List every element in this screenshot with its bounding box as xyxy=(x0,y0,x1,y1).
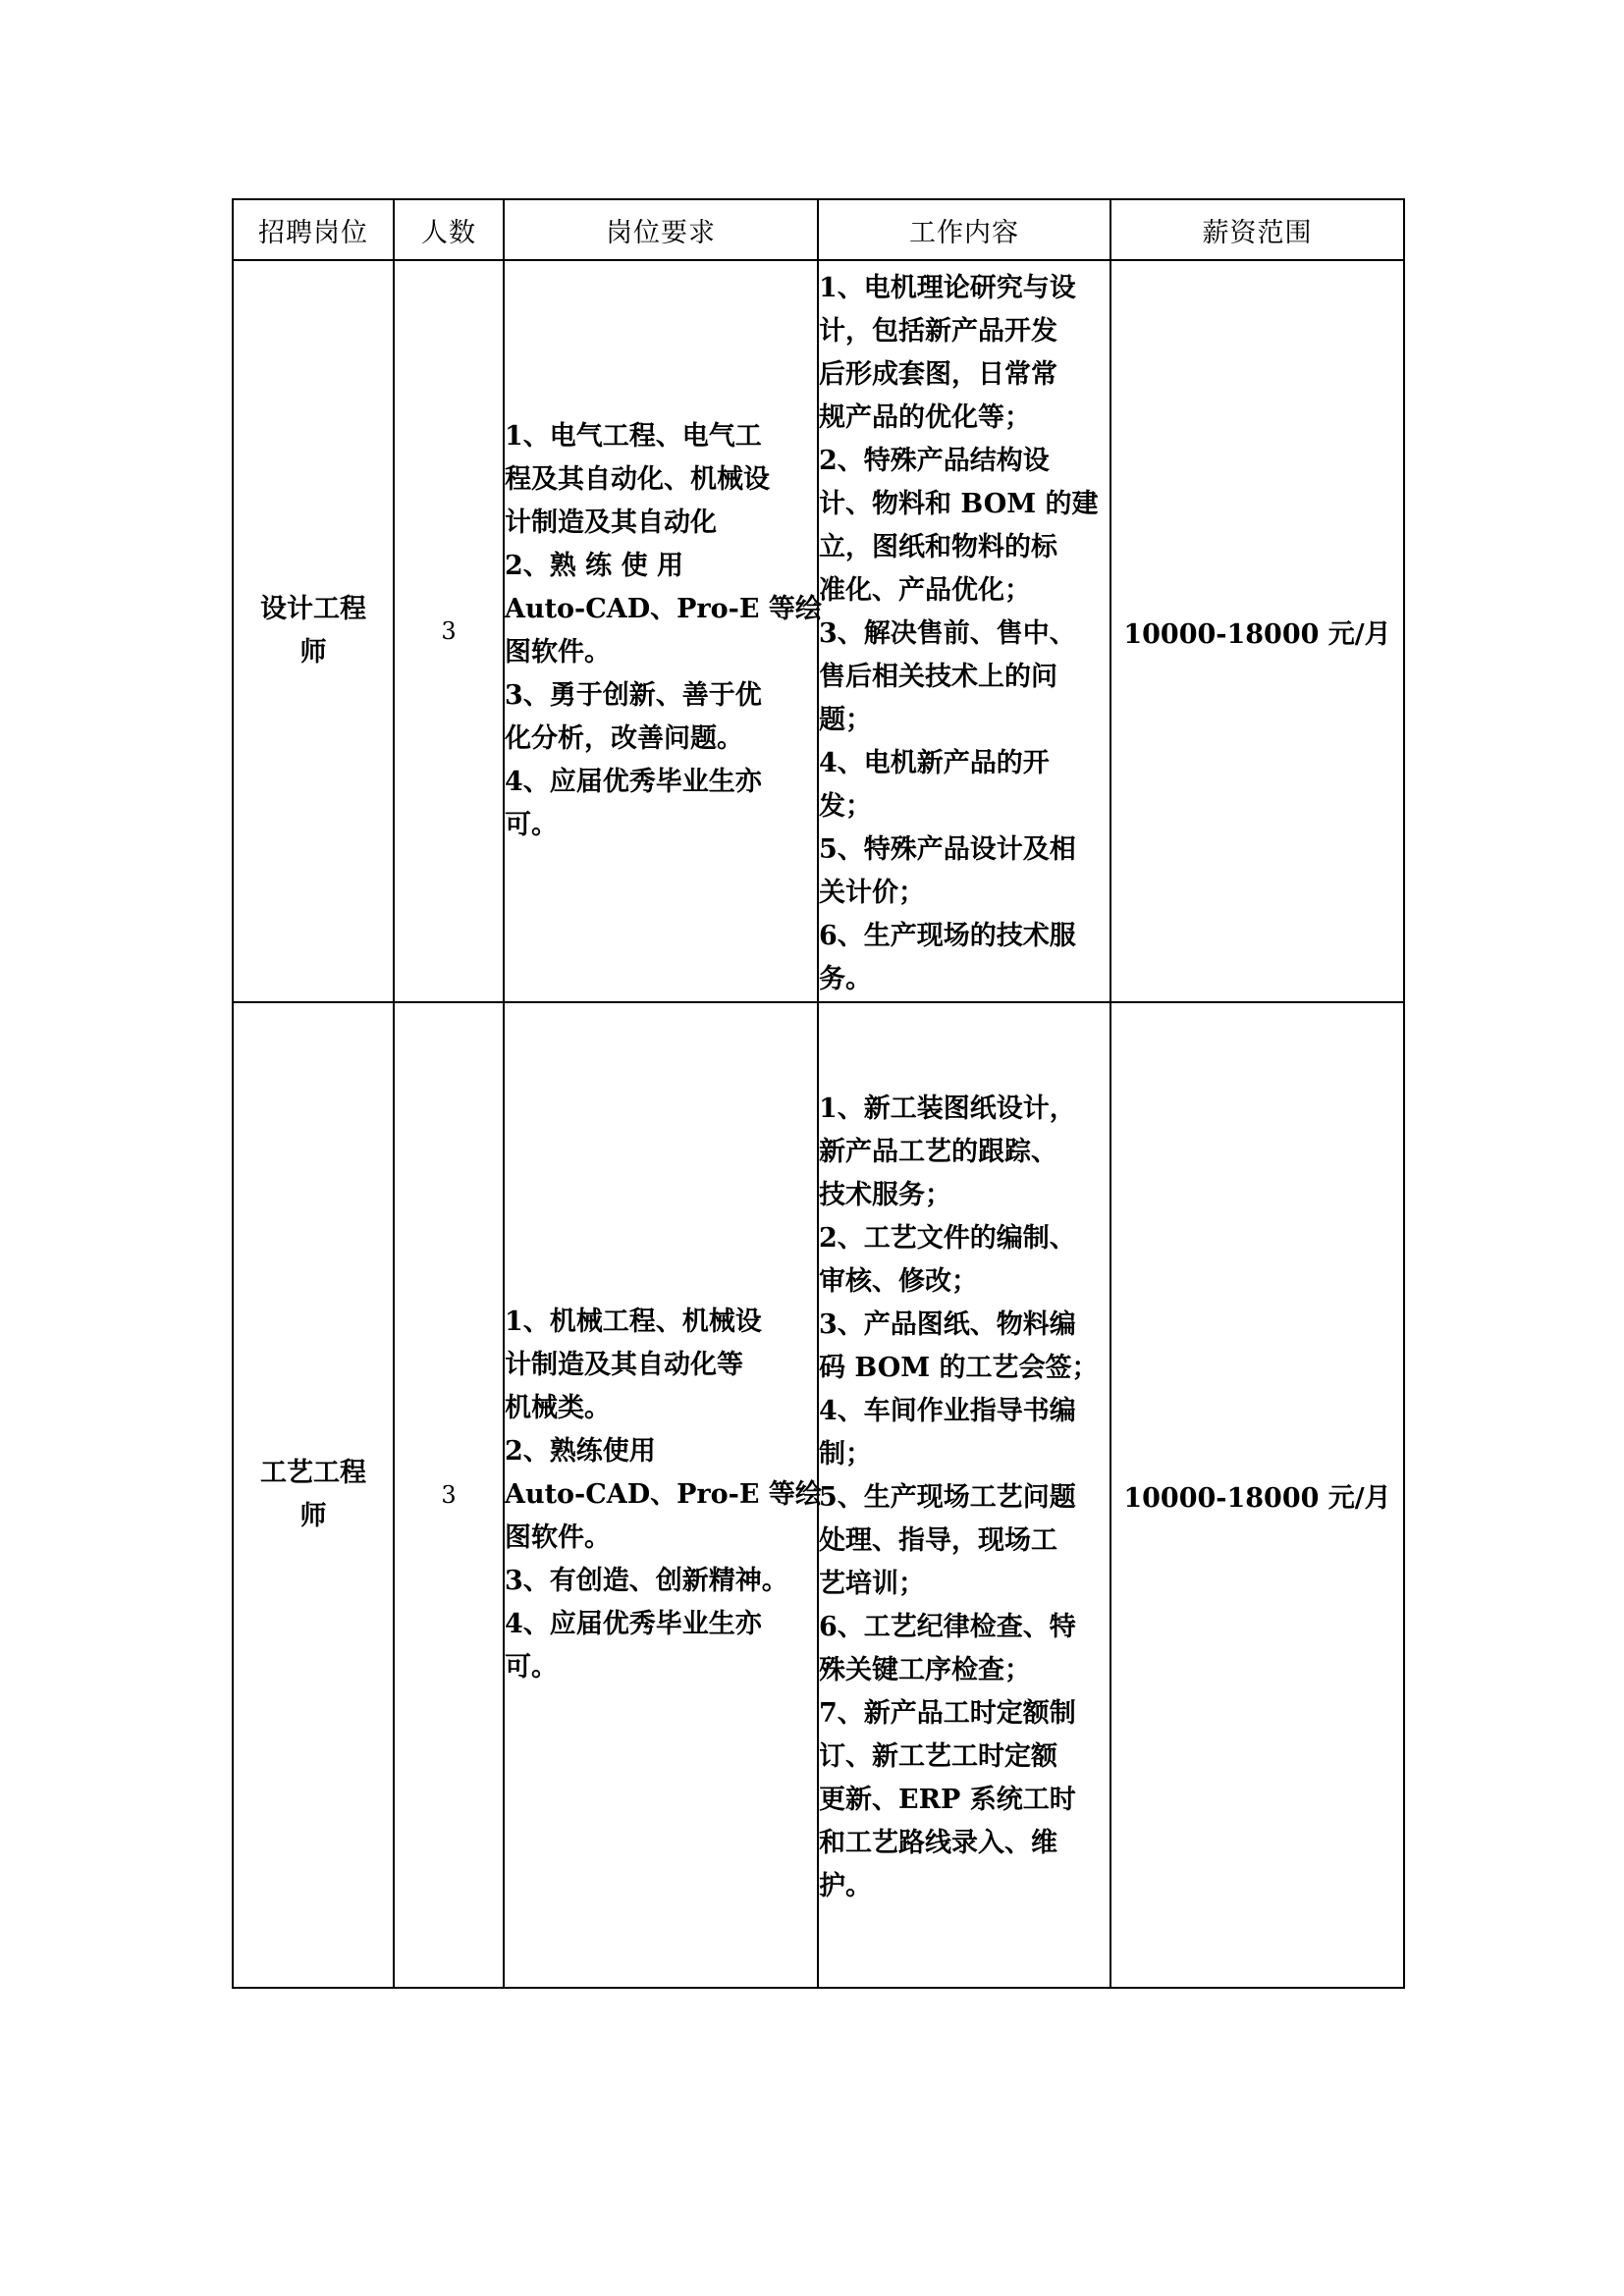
requirement-line: 3、勇于创新、善于优 xyxy=(505,680,762,711)
position-name-line: 工艺工程 xyxy=(260,1458,366,1488)
duty-line: 殊关键工序检查； xyxy=(819,1655,1031,1685)
duty-line: 6、工艺纪律检查、特 xyxy=(819,1612,1076,1642)
duty-line: 2、工艺文件的编制、 xyxy=(819,1223,1076,1254)
duty-line: 规产品的优化等； xyxy=(819,402,1031,433)
requirement-line: 4、应届优秀毕业生亦 xyxy=(505,767,762,797)
duty-line: 审核、修改； xyxy=(819,1266,978,1297)
duties-cell xyxy=(818,1002,1110,1988)
requirement-line: Auto-CAD、Pro-E 等绘 xyxy=(505,594,822,624)
duty-line: 处理、指导，现场工 xyxy=(819,1525,1057,1556)
duty-line: 技术服务； xyxy=(819,1180,951,1210)
duty-line: 务。 xyxy=(819,964,872,994)
duty-line: 3、产品图纸、物料编 xyxy=(819,1309,1076,1340)
requirement-line: 1、电气工程、电气工 xyxy=(505,421,762,452)
table-header-row xyxy=(233,199,1404,260)
duty-line: 4、电机新产品的开 xyxy=(819,748,1050,778)
duty-line: 1、电机理论研究与设 xyxy=(819,273,1076,303)
duty-line: 题； xyxy=(819,705,872,735)
position-cell xyxy=(233,260,394,1002)
requirement-line: 图软件。 xyxy=(505,637,611,667)
count-cell: 3 xyxy=(394,260,504,1002)
count-cell: 3 xyxy=(394,1002,504,1988)
duty-line: 发； xyxy=(819,791,872,822)
requirement-line: 化分析，改善问题。 xyxy=(505,723,743,754)
requirement-line: 1、机械工程、机械设 xyxy=(505,1307,762,1337)
duty-line: 1、新工装图纸设计， xyxy=(819,1094,1076,1124)
duties-cell xyxy=(818,260,1110,1002)
duty-line: 新产品工艺的跟踪、 xyxy=(819,1137,1057,1167)
duty-line: 5、生产现场工艺问题 xyxy=(819,1482,1076,1513)
duty-line: 关计价； xyxy=(819,878,925,908)
duty-line: 订、新工艺工时定额 xyxy=(819,1741,1057,1772)
position-name-line: 设计工程 xyxy=(260,594,366,624)
duty-line: 6、生产现场的技术服 xyxy=(819,921,1076,951)
duty-line: 计，包括新产品开发 xyxy=(819,316,1057,347)
salary-cell: 10000-18000 元/月 xyxy=(1110,260,1404,1002)
recruitment-table xyxy=(232,198,1405,1989)
requirement-line: 3、有创造、创新精神。 xyxy=(505,1566,788,1596)
salary-cell: 10000-18000 元/月 xyxy=(1110,1002,1404,1988)
duty-line: 护。 xyxy=(819,1871,872,1901)
duty-line: 3、解决售前、售中、 xyxy=(819,618,1076,649)
requirement-line: 图软件。 xyxy=(505,1522,611,1553)
requirements-cell xyxy=(504,1002,822,1988)
duty-line: 更新、ERP 系统工时 xyxy=(819,1785,1076,1815)
duty-line: 后形成套图，日常常 xyxy=(819,359,1057,390)
header-salary: 薪资范围 xyxy=(1110,199,1404,260)
duty-line: 艺培训； xyxy=(819,1569,925,1599)
table-row xyxy=(233,1002,1404,1988)
duty-line: 2、特殊产品结构设 xyxy=(819,446,1050,476)
duty-line: 售后相关技术上的问 xyxy=(819,662,1057,692)
requirement-line: 机械类。 xyxy=(505,1393,611,1423)
duty-line: 和工艺路线录入、维 xyxy=(819,1828,1057,1858)
header-position: 招聘岗位 xyxy=(233,199,394,260)
requirement-line: Auto-CAD、Pro-E 等绘 xyxy=(505,1479,822,1510)
duty-line: 准化、产品优化； xyxy=(819,575,1031,606)
requirement-line: 可。 xyxy=(505,1652,558,1682)
header-duties: 工作内容 xyxy=(818,199,1110,260)
duty-line: 4、车间作业指导书编 xyxy=(819,1396,1076,1426)
header-requirements: 岗位要求 xyxy=(504,199,818,260)
requirement-line: 2、熟 练 使 用 xyxy=(505,551,683,581)
duty-line: 码 BOM 的工艺会签； xyxy=(819,1353,1099,1383)
requirement-line: 2、熟练使用 xyxy=(505,1436,656,1467)
duty-line: 立，图纸和物料的标 xyxy=(819,532,1057,562)
requirement-line: 程及其自动化、机械设 xyxy=(505,464,770,495)
duty-line: 计、物料和 BOM 的建 xyxy=(819,489,1099,519)
duty-line: 制； xyxy=(819,1439,872,1469)
duty-line: 7、新产品工时定额制 xyxy=(819,1698,1076,1729)
requirement-line: 可。 xyxy=(505,810,558,840)
requirement-line: 计制造及其自动化 xyxy=(505,507,717,538)
position-cell xyxy=(233,1002,394,1988)
requirements-cell xyxy=(504,260,822,1002)
header-count: 人数 xyxy=(394,199,504,260)
position-name-line: 师 xyxy=(299,637,327,667)
duty-line: 5、特殊产品设计及相 xyxy=(819,834,1076,865)
requirement-line: 计制造及其自动化等 xyxy=(505,1350,743,1380)
table-row xyxy=(233,260,1404,1002)
position-name-line: 师 xyxy=(299,1501,327,1531)
requirement-line: 4、应届优秀毕业生亦 xyxy=(505,1609,762,1639)
